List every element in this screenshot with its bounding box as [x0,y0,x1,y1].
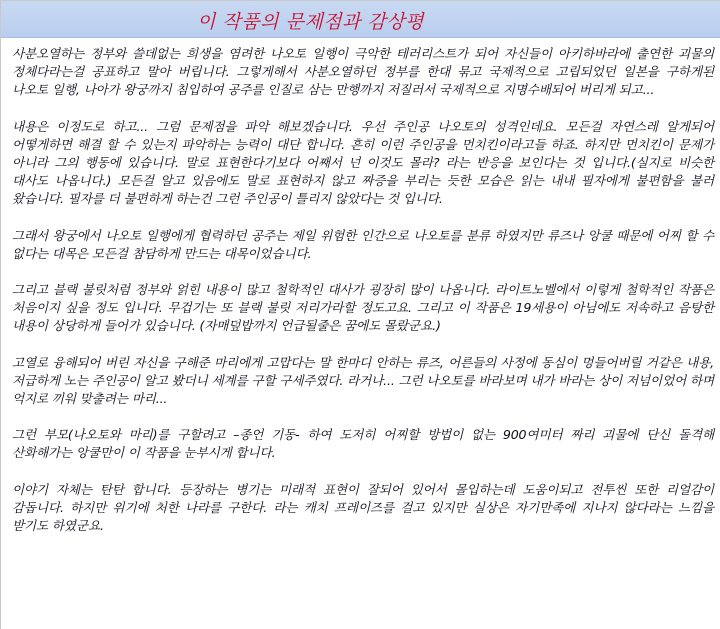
paragraph-princess: 그래서 왕궁에서 나오토 일행에게 협력하던 공주는 제일 위험한 인간으로 나오토를 분류 하였지만 류즈나 앙쿨 때문에 어찌 할 수 없다는 대목은 모든걸 참담하게 만드는 대목이었습니다. [12,227,714,261]
paragraph-plot-summary: 사분오열하는 정부와 쓸데없는 희생을 염려한 나오토 일행이 극악한 테러리스트가 되어 자신들이 아키하바라에 출연한 괴물의 정체다라는걸 공표하고 말아 버립니다. 그렇게해서 사분오열하던 정부를 한대 묶고 국제적으로 고립되었던 일본을 구하게된 나오토 일행, 나아가 왕궁까지 침입하여 공주를 인질로 삼는 만행까지 저질러서 국제적으로 지명수배되어 버리게 되고... [12,46,714,98]
review-body [1,38,720,535]
paragraph-protagonist-critique: 내용은 이정도로 하고... 그럼 문제점을 파악 해보겠습니다. 우선 주인공 나오토의 성격인데요. 모든걸 자연스레 알게되어 어떻게하면 해결 할 수 있는지 파악하는 능력이 대단 합니다. 흔히 이런 주인공을 먼치킨이라고들 하죠. 하지만 먼치킨이 문제가 아니라 그의 행동에 있습니다. 말로 표현한다기보다 어째서 넌 이것도 몰라? 라는 반응을 보인다는 것 입니다.(실지로 비슷한 대사도 나옵니다.) 모든걸 알고 있음에도 말로 표현하지 않고 짜증을 부리는 듯한 모습은 읽는 내내 필자에게 불편함을 불러 왔습니다. 필자를 더 불편하게 하는건 그런 주인공이 틀리지 않았다는 것 입니다. [12,118,714,207]
paragraph-philosophy: 그리고 블랙 불릿처럼 정부와 얽힌 내용이 많고 철학적인 대사가 굉장히 많이 나옵니다. 라이트노벨에서 이렇게 철학적인 작품은 처음이지 싶을 정도 입니다. 무겁기는 또 블랙 불릿 저리가라할 정도고요. 그리고 이 작품은 19세용이 아님에도 저속하고 음탕한 내용이 상당하게 들어가 있습니다. (자매덮밥까지 언급될줄은 꿈에도 몰랐군요.) [12,282,714,334]
paragraph-characters: 고열로 융해되어 버린 자신을 구해준 마리에게 고맙다는 말 한마디 안하는 류즈, 어른들의 사정에 동심이 멍들어버릴 거같은 내용, 저급하게 노는 주인공이 알고 봤더니 세계를 구할 구세주였다. 라거나... 그런 나오토를 바라보며 내가 바라는 상이 저넘이었어 하며 억지로 끼워 맞출려는 마리... [12,354,714,407]
paragraph-ankle: 그런 부모(나오토와 마리)를 구할려고 –종언 기동- 하여 도저히 어찌할 방법이 없는 900여미터 짜리 괴물에 단신 돌격해 산화해가는 앙쿨만이 이 작품을 눈부시게 합니다. [12,427,714,461]
paragraph-conclusion: 이야기 자체는 탄탄 합니다. 등장하는 병기는 미래적 표현이 잘되어 있어서 몰입하는데 도움이되고 전투씬 또한 리얼감이 감돕니다. 하지만 위기에 처한 나라를 구한다. 라는 캐치 프레이즈를 걸고 있지만 실상은 자기만족에 지나지 않다라는 느낌을 받기도 하였군요. [12,481,714,534]
title-bar [1,1,720,38]
page-title: 이 작품의 문제점과 감상평 [197,11,425,33]
